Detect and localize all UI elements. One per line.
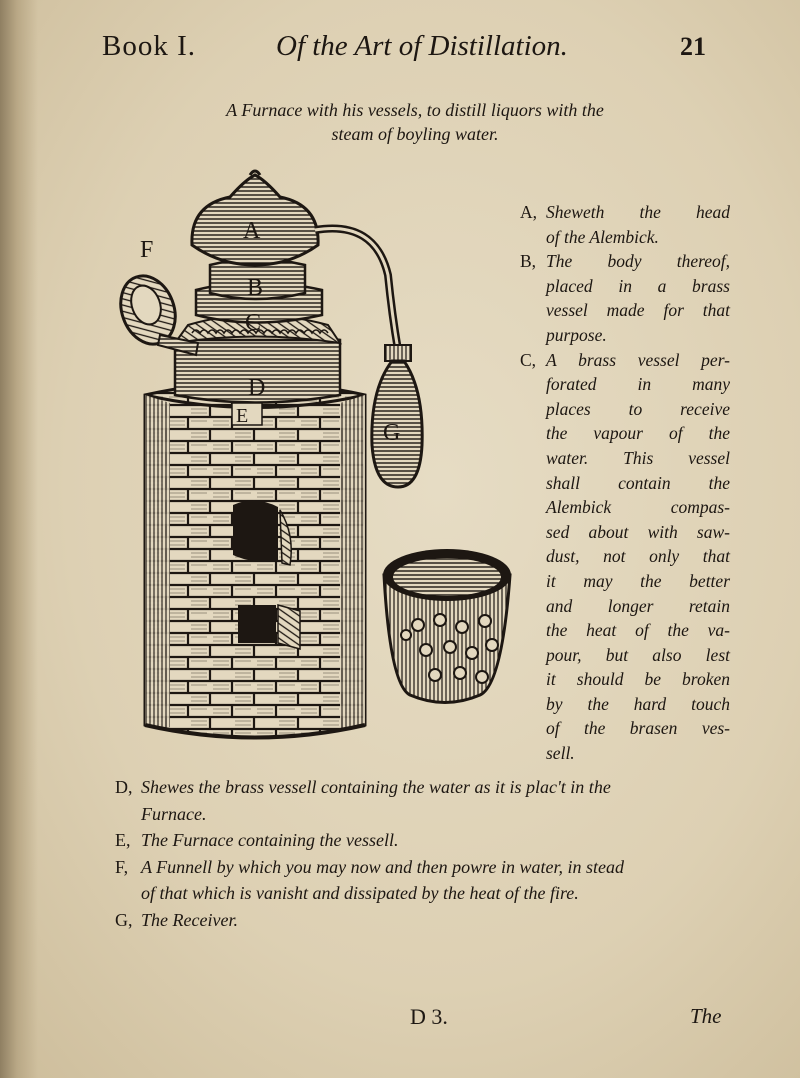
furnace-woodcut-illustration — [100, 165, 530, 765]
key-text-line: by the hard touch — [546, 693, 730, 714]
receiver — [372, 345, 422, 487]
key-entry-f — [115, 854, 735, 907]
figure-key-bottom — [115, 774, 735, 933]
key-text-line: vessel made for that — [546, 300, 730, 321]
page-number: 21 — [680, 32, 706, 61]
key-text-line: Furnace. — [141, 803, 207, 824]
receiver-cup — [383, 549, 511, 703]
key-text-line: forated in many — [546, 374, 730, 395]
key-letter: C, — [520, 349, 537, 370]
key-text-line: and longer retain — [546, 595, 730, 616]
key-text-line: Sheweth the head — [546, 202, 730, 222]
key-text-line: of that which is vanisht and dissipated by the heat of the fire. — [141, 883, 579, 903]
key-text-line: sed about with saw- — [546, 521, 730, 542]
key-text-line: shall contain the — [546, 472, 730, 493]
signature-mark: D 3. — [410, 1004, 448, 1029]
running-title: Of the Art of Distillation. — [276, 30, 568, 62]
figure-label-f: F — [140, 237, 154, 263]
key-entry-e — [115, 827, 735, 854]
key-text-line: places to receive — [546, 398, 730, 419]
catchword: The — [690, 1004, 722, 1028]
figure-label-g: G — [383, 420, 401, 446]
key-text-line: Shewes the brass vessell containing the water as it is plac't in the — [141, 777, 611, 797]
key-entry-d — [115, 774, 735, 827]
key-entry-c — [520, 348, 730, 766]
page-footer — [0, 1000, 800, 1040]
funnel — [112, 268, 198, 355]
running-head — [0, 28, 800, 68]
key-text-line: of the Alembick. — [546, 226, 659, 247]
page-gutter-shadow — [0, 0, 38, 1078]
figure-label-e: E — [236, 405, 249, 427]
key-text-line: purpose. — [546, 324, 607, 345]
figure-key-right — [520, 200, 730, 766]
key-text-line: placed in a brass — [546, 275, 730, 296]
key-text-line: A brass vessel per- — [546, 349, 730, 370]
key-text-line: it should be broken — [546, 669, 730, 690]
book-number: Book I. — [102, 30, 196, 62]
key-text-line: pour, but also lest — [546, 644, 730, 665]
figure-label-b: B — [247, 275, 264, 301]
key-entry-b — [520, 249, 730, 347]
key-text-line: A Funnell by which you may now and then powre in water, in stead — [141, 856, 624, 877]
key-text-line: The Furnace containing the vessell. — [141, 830, 399, 850]
key-letter: B, — [520, 251, 537, 272]
figure-label-c: C — [245, 310, 262, 336]
key-letter: D, — [115, 777, 133, 797]
caption-line: A Furnace with his vessels, to distill liquors with the — [226, 100, 604, 120]
key-entry-a — [520, 200, 730, 249]
key-text-line: the vapour of the — [546, 423, 730, 444]
key-text-line: it may the better — [546, 570, 730, 591]
key-text-line: sell. — [546, 743, 575, 764]
key-letter: E, — [115, 830, 131, 850]
figure-label-a: A — [243, 218, 261, 244]
key-text-line: the heat of the va- — [546, 620, 730, 641]
key-text-line: water. This vessel — [546, 447, 730, 468]
key-entry-g — [115, 907, 735, 934]
key-letter: A, — [520, 202, 538, 222]
key-letter: G, — [115, 909, 133, 930]
key-text-line: dust, not only that — [546, 546, 730, 567]
caption-line: steam of boyling water. — [331, 124, 499, 144]
key-text-line: Alembick compas- — [546, 497, 730, 518]
key-text-line: The Receiver. — [141, 909, 238, 930]
figure-label-d: D — [248, 375, 266, 401]
figure-caption — [150, 98, 680, 146]
key-text-line: The body thereof, — [546, 251, 730, 272]
key-text-line: of the brasen ves- — [546, 718, 730, 739]
key-letter: F, — [115, 856, 129, 877]
furnace — [145, 383, 365, 738]
